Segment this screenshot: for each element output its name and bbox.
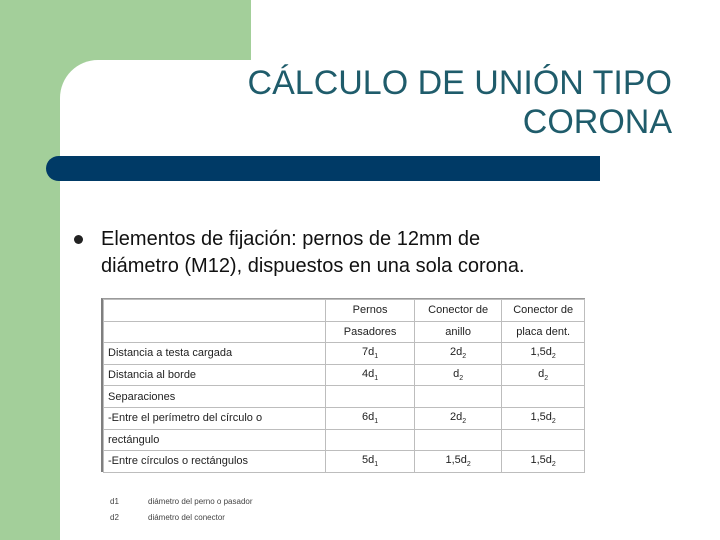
table-header-cell: Pernos xyxy=(326,300,415,322)
table-cell xyxy=(502,386,585,408)
table-row xyxy=(104,364,585,386)
footnote-item xyxy=(110,494,253,510)
cell-value: 1,5d xyxy=(530,411,552,424)
table-header-cell xyxy=(104,321,326,343)
table-cell xyxy=(502,364,585,386)
bullet-text xyxy=(101,226,661,280)
cell-value: 1,5d xyxy=(530,454,552,467)
cell-value: 6d xyxy=(361,411,375,424)
cell-value: 7d xyxy=(361,346,375,359)
title-divider-bar xyxy=(46,156,600,181)
cell-value: 5d xyxy=(361,454,375,467)
table-cell xyxy=(502,429,585,451)
table-row-label: rectángulo xyxy=(104,429,326,451)
table-cell xyxy=(326,429,415,451)
table-row xyxy=(104,407,585,429)
table-row xyxy=(104,343,585,365)
table-cell xyxy=(326,451,415,473)
cell-subscript: 2 xyxy=(551,418,556,426)
table-cell xyxy=(414,343,501,365)
spacing-table xyxy=(101,298,585,472)
table-row xyxy=(104,386,585,408)
cell-subscript: 1 xyxy=(374,375,379,383)
table-header-cell: Pasadores xyxy=(326,321,415,343)
bullet-text-line2: diámetro (M12), dispuestos en una sola corona. xyxy=(101,255,525,277)
table-header-row xyxy=(104,321,585,343)
table-cell xyxy=(414,451,501,473)
cell-value: d xyxy=(538,367,545,380)
table-row-label: -Entre el perímetro del círculo o xyxy=(104,407,326,429)
cell-subscript: 2 xyxy=(462,418,467,426)
table-row xyxy=(104,451,585,473)
table-row-label: Distancia al borde xyxy=(104,364,326,386)
table-header-cell: Conector de xyxy=(414,300,501,322)
table-header-cell: placa dent. xyxy=(502,321,585,343)
bullet-text-line1: Elementos de fijación: pernos de 12mm de xyxy=(101,228,481,250)
cell-subscript: 2 xyxy=(459,375,464,383)
cell-value: 2d xyxy=(450,411,463,424)
cell-subscript: 2 xyxy=(466,461,471,469)
cell-subscript: 2 xyxy=(551,353,556,361)
table-cell xyxy=(414,429,501,451)
footnote-text: diámetro del conector xyxy=(148,513,225,522)
cell-value: 4d xyxy=(361,367,375,380)
cell-value: 2d xyxy=(450,346,463,359)
spacing-table-grid xyxy=(103,299,585,473)
table-header-cell: anillo xyxy=(414,321,501,343)
table-cell xyxy=(502,407,585,429)
cell-subscript: 1 xyxy=(374,418,379,426)
table-row-label: -Entre círculos o rectángulos xyxy=(104,451,326,473)
table-row-label: Distancia a testa cargada xyxy=(104,343,326,365)
cell-subscript: 2 xyxy=(544,375,549,383)
table-cell xyxy=(414,386,501,408)
cell-subscript: 2 xyxy=(551,461,556,469)
table-row-label: Separaciones xyxy=(104,386,326,408)
cell-value: 1,5d xyxy=(530,346,552,359)
cell-subscript: 1 xyxy=(374,461,379,469)
table-cell xyxy=(326,343,415,365)
table-header-cell xyxy=(104,300,326,322)
footnote-item xyxy=(110,510,253,526)
table-cell xyxy=(414,364,501,386)
cell-subscript: 1 xyxy=(374,353,379,361)
table-cell xyxy=(414,407,501,429)
cell-subscript: 2 xyxy=(462,353,467,361)
table-header-cell: Conector de xyxy=(502,300,585,322)
slide-title-line1: CÁLCULO DE UNIÓN TIPO xyxy=(247,64,672,102)
slide-title xyxy=(152,64,672,142)
footnote-key: d2 xyxy=(110,513,119,522)
table-cell xyxy=(326,407,415,429)
cell-value: d xyxy=(453,367,460,380)
table-footnotes xyxy=(110,494,253,526)
slide-title-line2: CORONA xyxy=(522,103,672,141)
table-cell xyxy=(326,364,415,386)
bullet-dot-icon xyxy=(74,235,83,244)
footnote-key: d1 xyxy=(110,497,119,506)
cell-value: 1,5d xyxy=(445,454,467,467)
table-cell xyxy=(502,343,585,365)
table-header-row xyxy=(104,300,585,322)
table-cell xyxy=(502,451,585,473)
footnote-text: diámetro del perno o pasador xyxy=(148,497,253,506)
table-row xyxy=(104,429,585,451)
table-cell xyxy=(326,386,415,408)
